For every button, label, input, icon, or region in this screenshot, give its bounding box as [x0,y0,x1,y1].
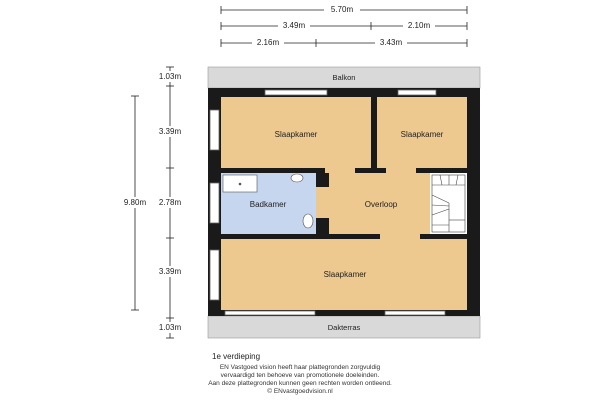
floor-label: 1e verdieping [212,352,261,361]
interior-wall [316,173,329,187]
dim-top-mid-left: 3.49m [282,21,306,30]
dim-top-mid-right: 2.10m [407,21,431,30]
footer-line-1: EN Vastgoed vision heeft haar plattegronden zorgvuldig [219,364,381,371]
dim-left-3: 2.78m [158,198,182,207]
shower-drain-icon [239,183,242,186]
label-slaapkamer-top-left: Slaapkamer [274,130,318,139]
dim-top-total: 5.70m [330,5,354,14]
balkon-label: Balkon [332,73,356,82]
dim-left-4: 3.39m [158,267,182,276]
footer-line-3: Aan deze plattegronden kunnen geen rechten worden ontleend. [208,380,392,387]
label-slaapkamer-bottom: Slaapkamer [323,270,367,279]
footer-line-4: © ENvastgoedvision.nl [267,388,333,395]
interior-wall [316,218,329,234]
dim-left-5: 1.03m [158,323,182,332]
label-slaapkamer-top-right: Slaapkamer [400,130,444,139]
dim-left-total: 9.80m [123,198,147,207]
footer-line-2: vervaardigd ten behoeve van promotionele doeleinden. [220,372,380,379]
dakterras-label: Dakterras [327,323,361,332]
dim-top-bottom-left: 2.16m [256,38,280,47]
dim-left-1: 1.03m [158,72,182,81]
dim-left-2: 3.39m [158,127,182,136]
label-badkamer: Badkamer [249,200,287,209]
toilet-icon [291,174,303,182]
label-overloop: Overloop [364,200,398,209]
dim-top-bottom-right: 3.43m [379,38,403,47]
sink-icon [303,214,313,228]
